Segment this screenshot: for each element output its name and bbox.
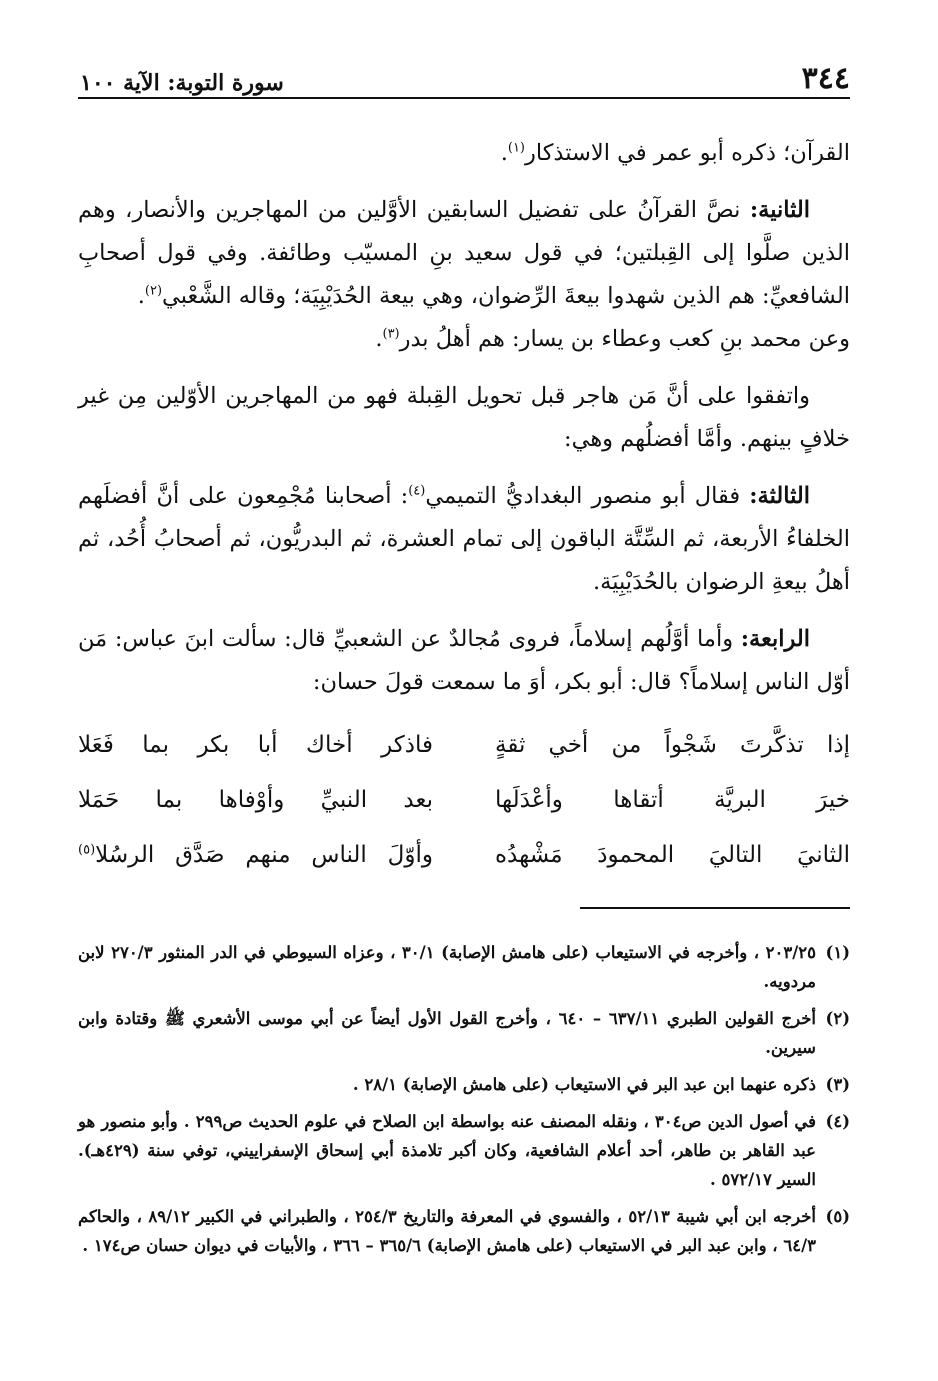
footnote-number: (٣) (825, 1075, 850, 1094)
footnote-text: ٢٠٣/٢٥ ، وأخرجه في الاستيعاب (على هامش الإصابة) ٣٠/١ ، وعزاه السيوطي في الدر المنثور ٢٧٠/٣ لابن مردويه. (78, 943, 816, 991)
paragraph-text: واتفقوا على أنَّ مَن هاجر قبل تحويل القِبلة فهو من المهاجرين الأوّلين مِن غير خلافٍ بينهم. وأمَّا أفضلُهم وهي: (78, 383, 850, 452)
footnote-text: أخرج القولين الطبري ٦٣٧/١١ – ٦٤٠ ، وأخرج القول الأول أيضاً عن أبي موسى الأشعري ﷺ وقتادة وابن سيرين. (78, 1009, 817, 1057)
poem (78, 718, 850, 883)
footnote-text: ذكره عنهما ابن عبد البر في الاستيعاب (على هامش الإصابة) ٢٨/١ . (352, 1075, 816, 1094)
poem-verse (78, 828, 850, 883)
hemistich-right: خيرَ البريَّة أتقاها وأعْدَلَها (495, 787, 850, 813)
paragraph-text: فقال أبو منصور البغداديُّ التميمي (425, 483, 741, 509)
page-number: ٣٤٤ (801, 61, 850, 96)
footnote-rule (580, 907, 850, 909)
running-title: سورة التوبة: الآية ١٠٠ (80, 70, 284, 96)
paragraph-1 (78, 132, 850, 175)
footnote-ref: (٢) (144, 283, 163, 299)
footnote-ref: (٥) (78, 842, 96, 858)
page-header (80, 62, 850, 96)
paragraph-4 (78, 475, 850, 604)
footnote (78, 1202, 850, 1260)
footnote-text: أخرجه ابن أبي شيبة ٥٢/١٣ ، والفسوي في المعرفة والتاريخ ٢٥٤/٣ ، والطبراني في الكبير ٨٩/١٢ ، والحاكم ٦٤/٣ ، وابن عبد البر في الاستيعاب (على هامش الإصابة) ٣٦٥/٦ – ٣٦٦ ، والأبيات في ديوان حسان ص١٧٤ . (78, 1207, 816, 1255)
main-text (78, 132, 850, 883)
footnote-text: في أصول الدين ص٣٠٤ ، ونقله المصنف عنه بواسطة ابن الصلاح في علوم الحديث ص٢٩٩ . وأبو منصور هو عبد القاهر بن طاهر، أحد أعلام الشافعية، وكان أكبر تلامذة أبي إسحاق الإسفراييني، توفي سنة (٤٢٩هـ). السير ٥٧٢/١٧ . (78, 1112, 816, 1189)
paragraph-tail: . (137, 283, 145, 309)
paragraph-text: وأما أوَّلُهم إسلاماً، فروى مُجالدٌ عن الشعبيِّ قال: سألت ابنَ عباس: مَن أوّل الناس إسلاماً؟ قال: أبو بكر، أوَ ما سمعت قولَ حسان: (78, 626, 850, 695)
footnote (78, 1070, 850, 1099)
paragraph-tail: . (500, 140, 508, 166)
footnote-number: (٤) (825, 1112, 850, 1131)
footnote-ref: (١) (507, 140, 525, 156)
paragraph-5 (78, 618, 850, 704)
footnote-ref: (٣) (382, 326, 400, 342)
hemistich-left: بعد النبيِّ وأوْفاها بما حَمَلا (78, 787, 433, 813)
hemistich-left: فاذكر أخاك أبا بكر بما فَعَلا (78, 732, 433, 758)
footnote-ref: (٤) (408, 483, 426, 499)
paragraph-text: نصَّ القرآنُ على تفضيل السابقين الأوَّلين من المهاجرين والأنصار، وهم الذين صلَّوا إلى القِبلتين؛ في قول سعيد بنِ المسيّب وطائفة. وفي قول أصحابِ الشافعيِّ: هم الذين شهدوا بيعةَ الرِّضوان، وهي بيعة الحُدَيْبِيَة؛ وقاله الشَّعْبي (78, 197, 850, 309)
section-lead: الثالثة: (749, 483, 811, 509)
paragraph-text: القرآن؛ ذكره أبو عمر في الاستذكار (525, 140, 850, 166)
hemistich-left-wrap (78, 834, 433, 877)
footnote (78, 1107, 850, 1194)
paragraph-tail: . (375, 326, 383, 352)
footnotes (78, 938, 850, 1268)
section-lead: الرابعة: (740, 626, 810, 652)
poem-verse (78, 773, 850, 828)
paragraph-2 (78, 189, 850, 361)
poem-verse (78, 718, 850, 773)
paragraph-text: : أصحابنا مُجْمِعون على أنَّ أفضلَهم الخلفاءُ الأربعة، ثم السِّتَّة الباقون إلى تمام العشرة، ثم البدريُّون، ثم أصحابُ أُحُد، ثم أهلُ بيعةِ الرضوان بالحُدَيْبِيَة. (78, 483, 850, 595)
hemistich-left: وأوّلَ الناس منهم صَدَّق الرسُلا (95, 842, 433, 868)
footnote-number: (٥) (825, 1207, 850, 1226)
footnote-number: (١) (825, 943, 850, 962)
footnote (78, 1004, 850, 1062)
hemistich-right: الثانيَ التاليَ المحمودَ مَشْهدُه (495, 842, 850, 868)
section-lead: الثانية: (749, 197, 811, 223)
hemistich-right: إذا تذكَّرتَ شَجْواً من أخي ثقةٍ (495, 732, 850, 758)
footnote-number: (٢) (825, 1009, 850, 1028)
paragraph-3 (78, 375, 850, 461)
paragraph-text: وعن محمد بنِ كعب وعطاء بن يسار: هم أهلُ بدر (399, 326, 850, 352)
header-rule (78, 97, 850, 99)
footnote (78, 938, 850, 996)
